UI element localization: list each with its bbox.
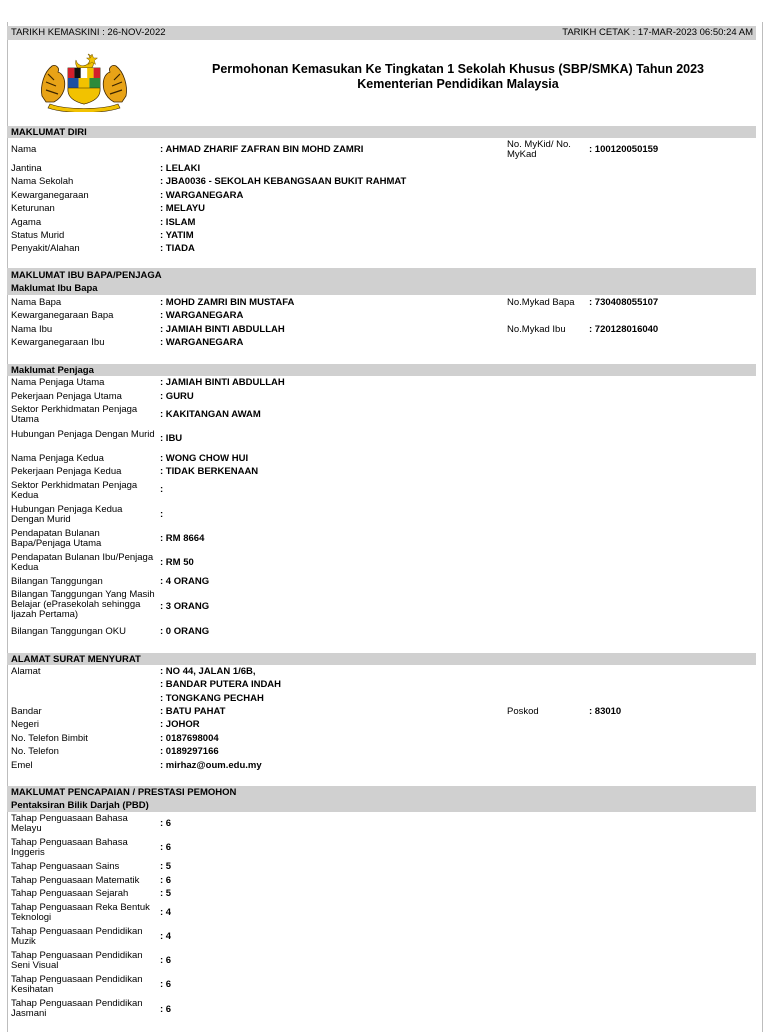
label-jantina: Jantina [11, 163, 42, 174]
label-telefon: No. Telefon [11, 746, 59, 757]
label-pendidikan-kesihatan: Tahap Penguasaan Pendidikan Kesihatan [11, 974, 143, 995]
value-bahasa-inggeris: : 6 [160, 842, 172, 853]
label-nama: Nama [11, 144, 37, 155]
section-alamat [7, 653, 756, 665]
value-seni-visual: : 6 [160, 955, 172, 966]
updated-date: TARIKH KEMASKINI : 26-NOV-2022 [11, 27, 166, 38]
value-nama-bapa: : MOHD ZAMRI BIN MUSTAFA [160, 297, 295, 308]
value-tanggungan-oku: : 0 ORANG [160, 626, 210, 637]
value-bilangan-tanggungan: : 4 ORANG [160, 576, 210, 587]
section-ibu-bapa-penjaga [7, 268, 756, 295]
label-poskod: Poskod [507, 706, 539, 717]
label-tanggungan-belajar: Bilangan Tanggungan Yang Masih Belajar (ePrasekolah sehingga Ijazah Pertama) [11, 589, 155, 620]
value-matematik: : 6 [160, 875, 172, 886]
section-heading: MAKLUMAT PENCAPAIAN / PRESTASI PEMOHON [11, 787, 237, 798]
title-line-1: Permohonan Kemasukan Ke Tingkatan 1 Sekolah Khusus (SBP/SMKA) Tahun 2023 [211, 62, 705, 76]
label-tanggungan-oku: Bilangan Tanggungan OKU [11, 626, 126, 637]
value-keturunan: : MELAYU [160, 203, 206, 214]
label-pekerjaan-penjaga-utama: Pekerjaan Penjaga Utama [11, 391, 122, 402]
label-telefon-bimbit: No. Telefon Bimbit [11, 733, 88, 744]
subsection-heading: Maklumat Penjaga [11, 365, 94, 376]
label-alamat: Alamat [11, 666, 41, 677]
label-nama-bapa: Nama Bapa [11, 297, 62, 308]
label-bandar: Bandar [11, 706, 42, 717]
value-sejarah: : 5 [160, 888, 172, 899]
section-pencapaian [7, 786, 756, 812]
value-kewarganegaraan: : WARGANEGARA [160, 190, 244, 201]
label-bahasa-melayu: Tahap Penguasaan Bahasa Melayu [11, 813, 128, 834]
value-emel: : mirhaz@oum.edu.my [160, 760, 262, 771]
section-heading: ALAMAT SURAT MENYURAT [11, 654, 141, 665]
label-nama-sekolah: Nama Sekolah [11, 176, 74, 187]
value-sektor-penjaga-kedua: : [160, 484, 164, 495]
value-jantina: : LELAKI [160, 163, 201, 174]
value-status-murid: : YATIM [160, 230, 194, 241]
label-warga-ibu: Kewarganegaraan Ibu [11, 337, 105, 348]
coat-of-arms-logo [36, 50, 132, 112]
printed-date: TARIKH CETAK : 17-MAR-2023 06:50:24 AM [562, 27, 753, 38]
value-alamat-line-3: : TONGKANG PECHAH [160, 693, 264, 704]
value-penjaga-utama: : JAMIAH BINTI ABDULLAH [160, 377, 285, 388]
value-telefon: : 0189297166 [160, 746, 219, 757]
label-hubungan-penjaga-utama: Hubungan Penjaga Dengan Murid [11, 429, 155, 440]
value-agama: : ISLAM [160, 217, 196, 228]
value-nama-sekolah: : JBA0036 - SEKOLAH KEBANGSAAN BUKIT RAHMAT [160, 176, 407, 187]
label-pekerjaan-penjaga-kedua: Pekerjaan Penjaga Kedua [11, 466, 122, 477]
subsection-maklumat-penjaga [7, 364, 756, 376]
label-emel: Emel [11, 760, 33, 771]
value-hubungan-penjaga-utama: : IBU [160, 433, 183, 444]
value-sains: : 5 [160, 861, 172, 872]
value-penyakit: : TIADA [160, 243, 195, 254]
label-mykad-ibu: No.Mykad Ibu [507, 324, 566, 335]
value-poskod: : 83010 [589, 706, 622, 717]
value-sektor-penjaga-utama: : KAKITANGAN AWAM [160, 409, 261, 420]
value-bahasa-melayu: : 6 [160, 818, 172, 829]
value-reka-bentuk-teknologi: : 4 [160, 907, 172, 918]
label-mykad-bapa: No.Mykad Bapa [507, 297, 575, 308]
value-warga-ibu: : WARGANEGARA [160, 337, 244, 348]
value-negeri: : JOHOR [160, 719, 200, 730]
label-mykid: No. MyKid/ No. MyKad [507, 139, 571, 160]
label-hubungan-penjaga-kedua: Hubungan Penjaga Kedua Dengan Murid [11, 504, 123, 525]
value-pendapatan-kedua: : RM 50 [160, 557, 194, 568]
label-agama: Agama [11, 217, 42, 228]
value-pendidikan-jasmani: : 6 [160, 1004, 172, 1015]
value-mykad-ibu: : 720128016040 [589, 324, 659, 335]
label-matematik: Tahap Penguasaan Matematik [11, 875, 140, 886]
label-seni-visual: Tahap Penguasaan Pendidikan Seni Visual [11, 950, 143, 971]
value-warga-bapa: : WARGANEGARA [160, 310, 244, 321]
label-pendidikan-muzik: Tahap Penguasaan Pendidikan Muzik [11, 926, 143, 947]
label-status-murid: Status Murid [11, 230, 65, 241]
label-pendidikan-jasmani: Tahap Penguasaan Pendidikan Jasmani [11, 998, 143, 1019]
label-negeri: Negeri [11, 719, 39, 730]
label-sektor-penjaga-kedua: Sektor Perkhidmatan Penjaga Kedua [11, 480, 138, 501]
value-pendidikan-muzik: : 4 [160, 931, 172, 942]
label-bahasa-inggeris: Tahap Penguasaan Bahasa Inggeris [11, 837, 128, 858]
section-maklumat-diri [7, 126, 756, 138]
value-pendidikan-kesihatan: : 6 [160, 979, 172, 990]
label-warga-bapa: Kewarganegaraan Bapa [11, 310, 114, 321]
subsection-heading: Maklumat Ibu Bapa [11, 283, 98, 294]
title-line-2: Kementerian Pendidikan Malaysia [357, 77, 559, 91]
label-bilangan-tanggungan: Bilangan Tanggungan [11, 576, 103, 587]
label-keturunan: Keturunan [11, 203, 55, 214]
value-pekerjaan-penjaga-kedua: : TIDAK BERKENAAN [160, 466, 259, 477]
label-sejarah: Tahap Penguasaan Sejarah [11, 888, 129, 899]
value-mykad-bapa: : 730408055107 [589, 297, 659, 308]
print-info-bar [7, 26, 756, 40]
value-pendapatan-utama: : RM 8664 [160, 533, 205, 544]
value-nama-ibu: : JAMIAH BINTI ABDULLAH [160, 324, 285, 335]
label-penjaga-kedua: Nama Penjaga Kedua [11, 453, 104, 464]
value-bandar: : BATU PAHAT [160, 706, 226, 717]
value-alamat-line-2: : BANDAR PUTERA INDAH [160, 679, 282, 690]
value-penjaga-kedua: : WONG CHOW HUI [160, 453, 249, 464]
section-heading: MAKLUMAT DIRI [11, 127, 87, 138]
label-pendapatan-kedua: Pendapatan Bulanan Ibu/Penjaga Kedua [11, 552, 154, 573]
subsection-heading: Pentaksiran Bilik Darjah (PBD) [11, 800, 149, 811]
label-penyakit: Penyakit/Alahan [11, 243, 80, 254]
label-pendapatan-utama: Pendapatan Bulanan Bapa/Penjaga Utama [11, 528, 102, 549]
document-title [148, 62, 768, 92]
value-nama: : AHMAD ZHARIF ZAFRAN BIN MOHD ZAMRI [160, 144, 364, 155]
value-tanggungan-belajar: : 3 ORANG [160, 601, 210, 612]
label-reka-bentuk-teknologi: Tahap Penguasaan Reka Bentuk Teknologi [11, 902, 150, 923]
value-mykid: : 100120050159 [589, 144, 659, 155]
value-alamat-line-1: : NO 44, JALAN 1/6B, [160, 666, 256, 677]
label-sains: Tahap Penguasaan Sains [11, 861, 120, 872]
value-pekerjaan-penjaga-utama: : GURU [160, 391, 194, 402]
value-telefon-bimbit: : 0187698004 [160, 733, 219, 744]
label-penjaga-utama: Nama Penjaga Utama [11, 377, 105, 388]
label-kewarganegaraan: Kewarganegaraan [11, 190, 89, 201]
label-sektor-penjaga-utama: Sektor Perkhidmatan Penjaga Utama [11, 404, 138, 425]
section-heading: MAKLUMAT IBU BAPA/PENJAGA [11, 270, 162, 281]
value-hubungan-penjaga-kedua: : [160, 509, 164, 520]
label-nama-ibu: Nama Ibu [11, 324, 53, 335]
